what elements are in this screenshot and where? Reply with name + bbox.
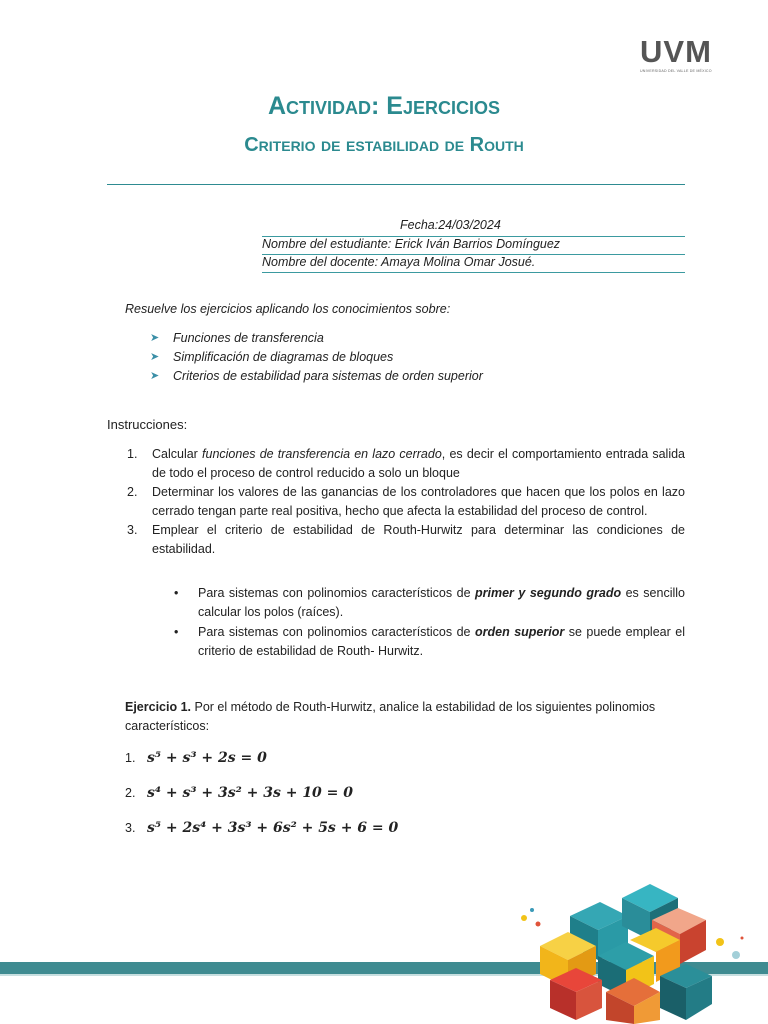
logo-subtext: UNIVERSIDAD DEL VALLE DE MÉXICO [640, 69, 712, 73]
instruction-item: 3. Emplear el criterio de estabilidad de Routh-Hurwitz para determinar las condiciones de estabilidad. [127, 523, 685, 556]
teacher-name: Nombre del docente: Amaya Molina Omar Josué. [262, 255, 536, 269]
instruction-item: 2. Determinar los valores de las ganancias de los controladores que hacen que los polos en lazo cerrado tengan parte real positiva, hecho que afecta la estabilidad del proceso de control. [127, 485, 685, 518]
instructions-heading: Instrucciones: [107, 417, 188, 432]
page-subtitle: Criterio de estabilidad de Routh [244, 134, 524, 156]
note-item: • Para sistemas con polinomios característicos de primer y segundo grado es sencillo calcular los polos (raíces). [174, 586, 685, 619]
topic-item: ➤ Criterios de estabilidad para sistemas de orden superior [150, 369, 483, 383]
arrow-bullet-icon: ➤ [150, 332, 160, 344]
note-item: • Para sistemas con polinomios característicos de orden superior se puede emplear el criterio de estabilidad de Routh- Hurwitz. [174, 625, 685, 658]
equation-2: 2. s⁴ + s³ + 3s² + 3s + 10 = 0 [125, 785, 354, 801]
arrow-bullet-icon: ➤ [150, 351, 160, 363]
exercise-statement: Ejercicio 1. Por el método de Routh-Hurwitz, analice la estabilidad de los siguientes polinomios característicos: [125, 700, 656, 733]
student-name: Nombre del estudiante: Erick Iván Barrios Domínguez [262, 237, 561, 251]
info-divider [262, 272, 685, 273]
title-divider [107, 184, 685, 185]
equation-3: 3. s⁵ + 2s⁴ + 3s³ + 6s² + 5s + 6 = 0 [125, 820, 399, 836]
topic-item: ➤ Funciones de transferencia [150, 331, 324, 345]
equation-1: 1. s⁵ + s³ + 2s = 0 [125, 750, 267, 766]
date-field: Fecha:24/03/2024 [400, 218, 501, 232]
decorative-cubes-graphic [510, 880, 768, 1024]
arrow-bullet-icon: ➤ [150, 370, 160, 382]
instruction-item: 1. Calcular funciones de transferencia en lazo cerrado, es decir el comportamiento entrada salida de todo el proceso de control reducido a solo un bloque [127, 447, 686, 480]
topic-item: ➤ Simplificación de diagramas de bloques [150, 350, 394, 364]
uvm-logo [640, 36, 712, 73]
page-title: Actividad: Ejercicios [267, 92, 501, 120]
logo-word: UVM [640, 34, 712, 69]
intro-text: Resuelve los ejercicios aplicando los conocimientos sobre: [125, 302, 451, 316]
